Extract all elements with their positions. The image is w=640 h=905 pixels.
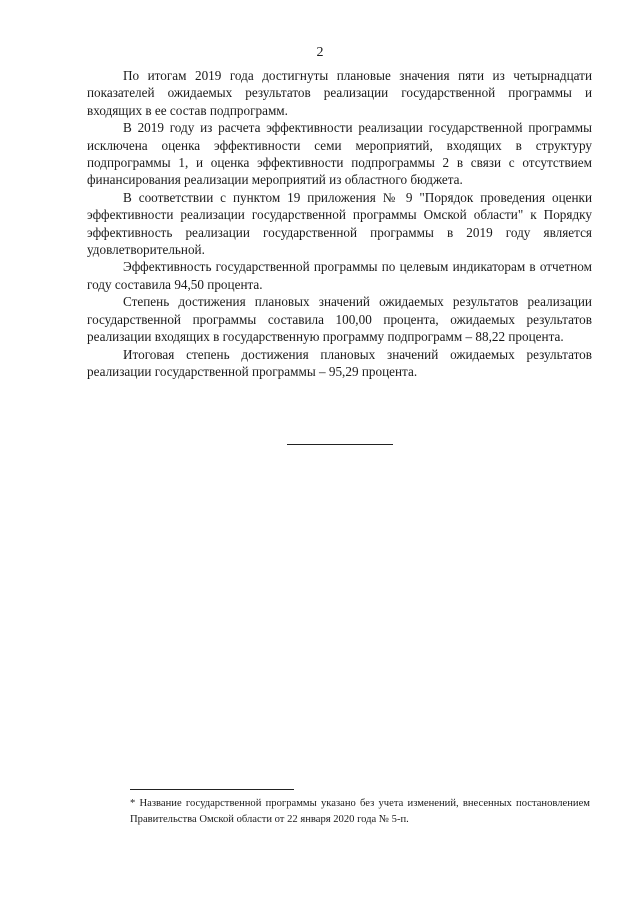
paragraph-final-degree: Итоговая степень достижения плановых значений ожидаемых результатов реализации государственной программы – 95,29 процента.: [87, 346, 592, 379]
end-separator-line: [287, 444, 393, 445]
footnote: * Название государственной программы указано без учета изменений, внесенных постановлением Правительства Омской области от 22 января 2020 года № 5-п.: [130, 798, 590, 825]
document-body: [87, 67, 592, 380]
page-number: 2: [316, 45, 324, 60]
paragraph-target-indicators: Эффективность государственной программы по целевым индикаторам в отчетном году составила 94,50 процента.: [87, 259, 592, 292]
paragraph-achievement-degree: Степень достижения плановых значений ожидаемых результатов реализации государственной программы составила 100,00 процента, ожидаемых результатов реализации входящих в государственную программу подпрограмм – 88,22 процента.: [87, 294, 592, 345]
paragraph-efficiency-assessment: В соответствии с пунктом 19 приложения № 9 "Порядок проведения оценки эффективности реализации государственной программы Омской области" к Порядку эффективность реализации государственной программы в 2019 году является удовлетворительной.: [87, 189, 592, 258]
footnote-rule: [130, 789, 294, 790]
paragraph-goals-achieved: По итогам 2019 года достигнуты плановые значения пяти из четырнадцати показателей ожидаемых результатов реализации государственной программы и входящих в ее состав подпрограмм.: [87, 68, 592, 118]
paragraph-excluded-evaluation: В 2019 году из расчета эффективности реализации государственной программы исключена оценка эффективности семи мероприятий, входящих в структуру подпрограммы 1, и оценка эффективности подпрограммы 2 в связи с отсутствием финансирования реализации мероприятий из областного бюджета.: [87, 120, 592, 188]
